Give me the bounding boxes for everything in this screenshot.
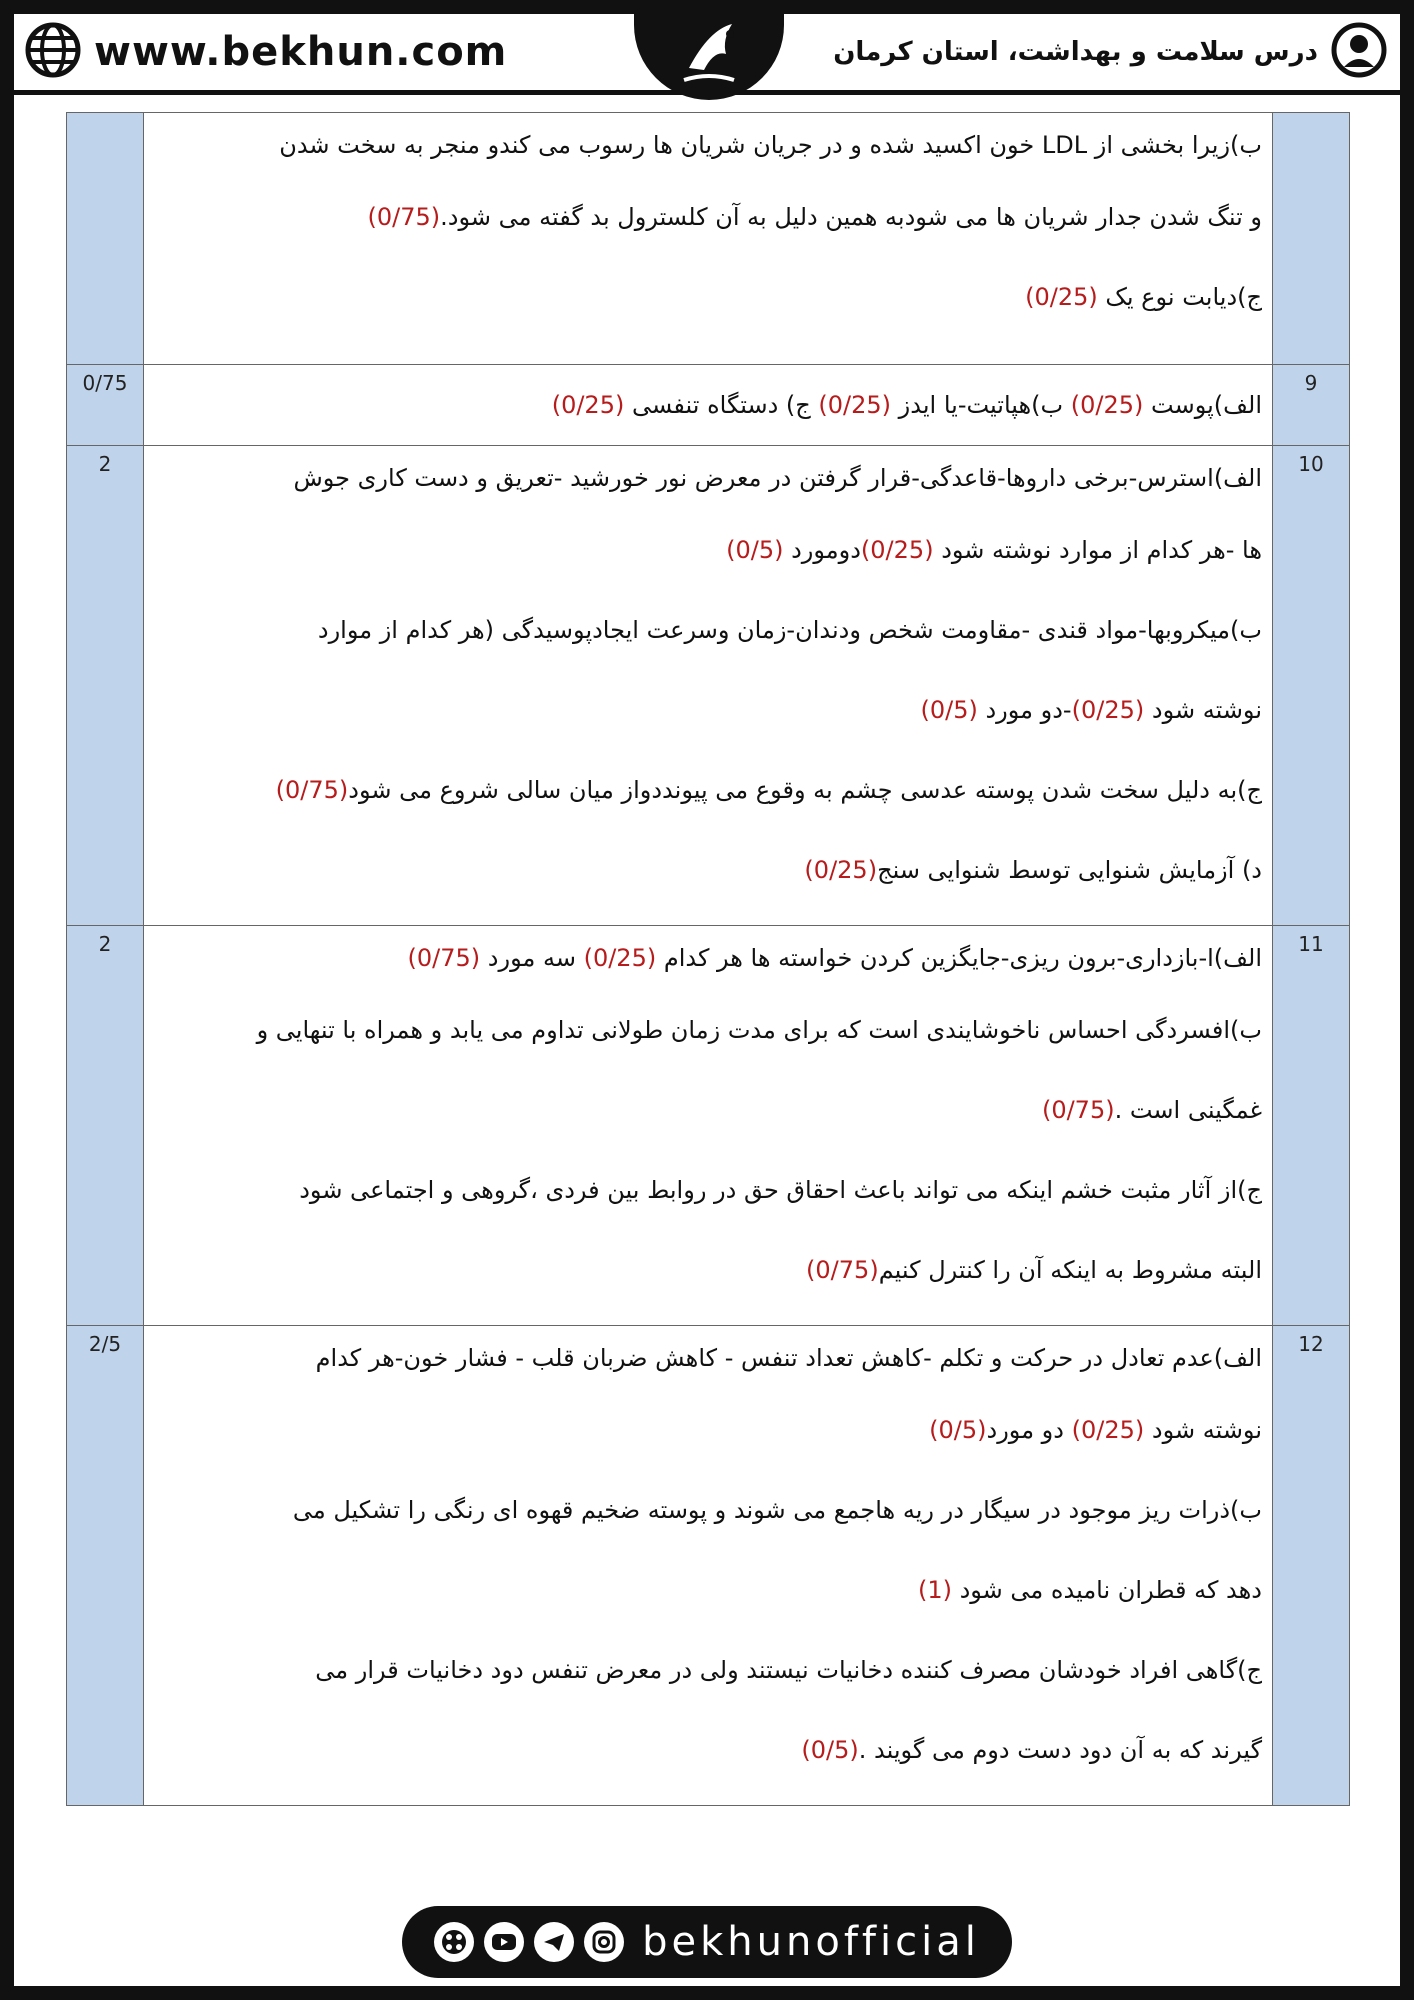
answer-text: د) آزمایش شنوایی توسط شنوایی سنج	[877, 856, 1262, 884]
answer-text: ج)به دلیل سخت شدن پوسته عدسی چشم به وقوع می پیونددواز میان سالی شروع می شود	[348, 776, 1262, 804]
answer-body	[144, 113, 1273, 365]
answer-text: الف)پوست	[1143, 391, 1262, 419]
answer-text: الف)استرس-برخی داروها-قاعدگی-قرار گرفتن در معرض نور خورشید -تعریق و دست کاری جوش	[293, 464, 1262, 492]
score-mark: (0/75)	[275, 776, 349, 804]
question-score	[67, 113, 144, 365]
question-score: 2	[67, 926, 144, 1326]
score-mark: (0/25)	[804, 856, 878, 884]
answer-line	[154, 1630, 1262, 1710]
answer-line	[154, 750, 1262, 830]
answer-text: البته مشروط به اینکه آن را کنترل کنیم	[878, 1256, 1262, 1284]
answer-text: دو مورد	[986, 1416, 1072, 1444]
social-handle: bekhunofficial	[642, 1919, 980, 1965]
answer-body	[144, 926, 1273, 1326]
answer-text: ج)دیابت نوع یک	[1097, 283, 1262, 311]
header-title	[833, 22, 1388, 82]
globe-icon	[24, 21, 82, 83]
answer-row	[67, 365, 1350, 446]
answer-line	[154, 1230, 1262, 1310]
answer-line	[154, 446, 1262, 510]
bekhun-logo-icon	[634, 10, 784, 100]
score-mark: (0/75)	[1041, 1096, 1115, 1124]
answer-line	[154, 830, 1262, 910]
answer-line	[154, 257, 1262, 337]
score-mark: (0/25)	[583, 944, 657, 972]
telegram-icon[interactable]	[534, 1922, 574, 1962]
score-mark: (0/25)	[818, 391, 892, 419]
score-mark: (0/25)	[551, 391, 625, 419]
answer-line	[154, 1070, 1262, 1150]
page	[14, 14, 1400, 1986]
answer-text: ها -هر کدام از موارد نوشته شود	[933, 536, 1262, 564]
answer-text: نوشته شود	[1144, 1416, 1262, 1444]
answer-line	[154, 1550, 1262, 1630]
answer-line	[154, 670, 1262, 750]
youtube-icon[interactable]	[484, 1922, 524, 1962]
answer-text: ب)میکروبها-مواد قندی -مقاومت شخص ودندان-زمان وسرعت ایجادپوسیدگی (هر کدام از موارد	[317, 616, 1262, 644]
answer-line	[154, 113, 1262, 177]
answer-text: غمگینی است .	[1114, 1096, 1262, 1124]
answer-line	[154, 1326, 1262, 1390]
answer-line	[154, 926, 1262, 990]
question-number: 9	[1273, 365, 1350, 446]
score-mark: (0/5)	[726, 536, 784, 564]
answer-text: الف)ا-بازداری-برون ریزی-جایگزین کردن خواسته ها هر کدام	[656, 944, 1262, 972]
score-mark: (0/25)	[1071, 696, 1145, 724]
aparat-icon[interactable]	[434, 1922, 474, 1962]
score-mark: (0/75)	[806, 1256, 879, 1284]
instagram-icon[interactable]	[584, 1922, 624, 1962]
answer-line	[154, 1470, 1262, 1550]
score-mark: (0/75)	[367, 203, 441, 231]
score-mark: (1)	[917, 1576, 952, 1604]
score-mark: (0/25)	[1071, 1416, 1145, 1444]
score-mark: (0/25)	[860, 536, 934, 564]
answer-line	[154, 365, 1262, 445]
score-mark: (0/25)	[1025, 283, 1098, 311]
answer-line	[154, 1710, 1262, 1790]
question-score: 2/5	[67, 1326, 144, 1806]
answer-text: الف)عدم تعادل در حرکت و تکلم -کاهش تعداد تنفس - کاهش ضربان قلب - فشار خون-هر کدام	[315, 1344, 1262, 1372]
answer-line	[154, 1150, 1262, 1230]
answer-text: ب)افسردگی احساس ناخوشایندی است که برای مدت زمان طولانی تداوم می یابد و همراه با تنهایی و	[256, 1016, 1262, 1044]
question-number: 10	[1273, 446, 1350, 926]
answer-text: دومورد	[783, 536, 861, 564]
score-mark: (0/5)	[929, 1416, 987, 1444]
site-link[interactable]	[24, 22, 507, 82]
social-footer[interactable]	[402, 1906, 1012, 1978]
answer-text: دهد که قطران نامیده می شود	[951, 1576, 1262, 1604]
course-title: درس سلامت و بهداشت، استان کرمان	[833, 37, 1318, 67]
score-mark: (0/5)	[801, 1736, 859, 1764]
answer-row	[67, 926, 1350, 1326]
answer-text: نوشته شود	[1144, 696, 1262, 724]
answer-line	[154, 177, 1262, 257]
answer-line	[154, 510, 1262, 590]
answer-body	[144, 446, 1273, 926]
site-url: www.bekhun.com	[94, 29, 508, 75]
answer-text: ج) دستگاه تنفسی	[624, 391, 819, 419]
score-mark: (0/5)	[920, 696, 978, 724]
question-number	[1273, 113, 1350, 365]
social-icons	[434, 1922, 624, 1962]
answer-text: گیرند که به آن دود دست دوم می گویند .	[858, 1736, 1262, 1764]
answer-text: ج)از آثار مثبت خشم اینکه می تواند باعث احقاق حق در روابط بین فردی ،گروهی و اجتماعی شود	[299, 1176, 1262, 1204]
user-icon	[1330, 21, 1388, 83]
answer-table	[66, 112, 1350, 1806]
score-mark: (0/25)	[1070, 391, 1144, 419]
answer-text: ج)گاهی افراد خودشان مصرف کننده دخانیات نیستند ولی در معرض تنفس دود دخانیات قرار می	[315, 1656, 1262, 1684]
question-number: 11	[1273, 926, 1350, 1326]
answer-body	[144, 1326, 1273, 1806]
answer-text: و تنگ شدن جدار شریان ها می شودبه همین دلیل به آن کلسترول بد گفته می شود.	[440, 203, 1262, 231]
answer-text: ب)هپاتیت-یا ایدز	[891, 391, 1071, 419]
answer-text: سه مورد	[480, 944, 584, 972]
answer-body	[144, 365, 1273, 446]
question-number: 12	[1273, 1326, 1350, 1806]
question-score: 2	[67, 446, 144, 926]
answer-row	[67, 446, 1350, 926]
score-mark: (0/75)	[407, 944, 481, 972]
answer-line	[154, 1390, 1262, 1470]
answer-row	[67, 113, 1350, 365]
page-header	[14, 14, 1400, 95]
answer-text: ب)زیرا بخشی از LDL خون اکسید شده و در جریان شریان ها رسوب می کندو منجر به سخت شدن	[279, 131, 1262, 159]
answer-text: ب)ذرات ریز موجود در سیگار در ریه هاجمع می شوند و پوسته ضخیم قهوه ای رنگی را تشکیل می	[292, 1496, 1262, 1524]
answer-line	[154, 590, 1262, 670]
answer-text: -دو مورد	[977, 696, 1072, 724]
question-score: 0/75	[67, 365, 144, 446]
answer-line	[154, 990, 1262, 1070]
answer-row	[67, 1326, 1350, 1806]
